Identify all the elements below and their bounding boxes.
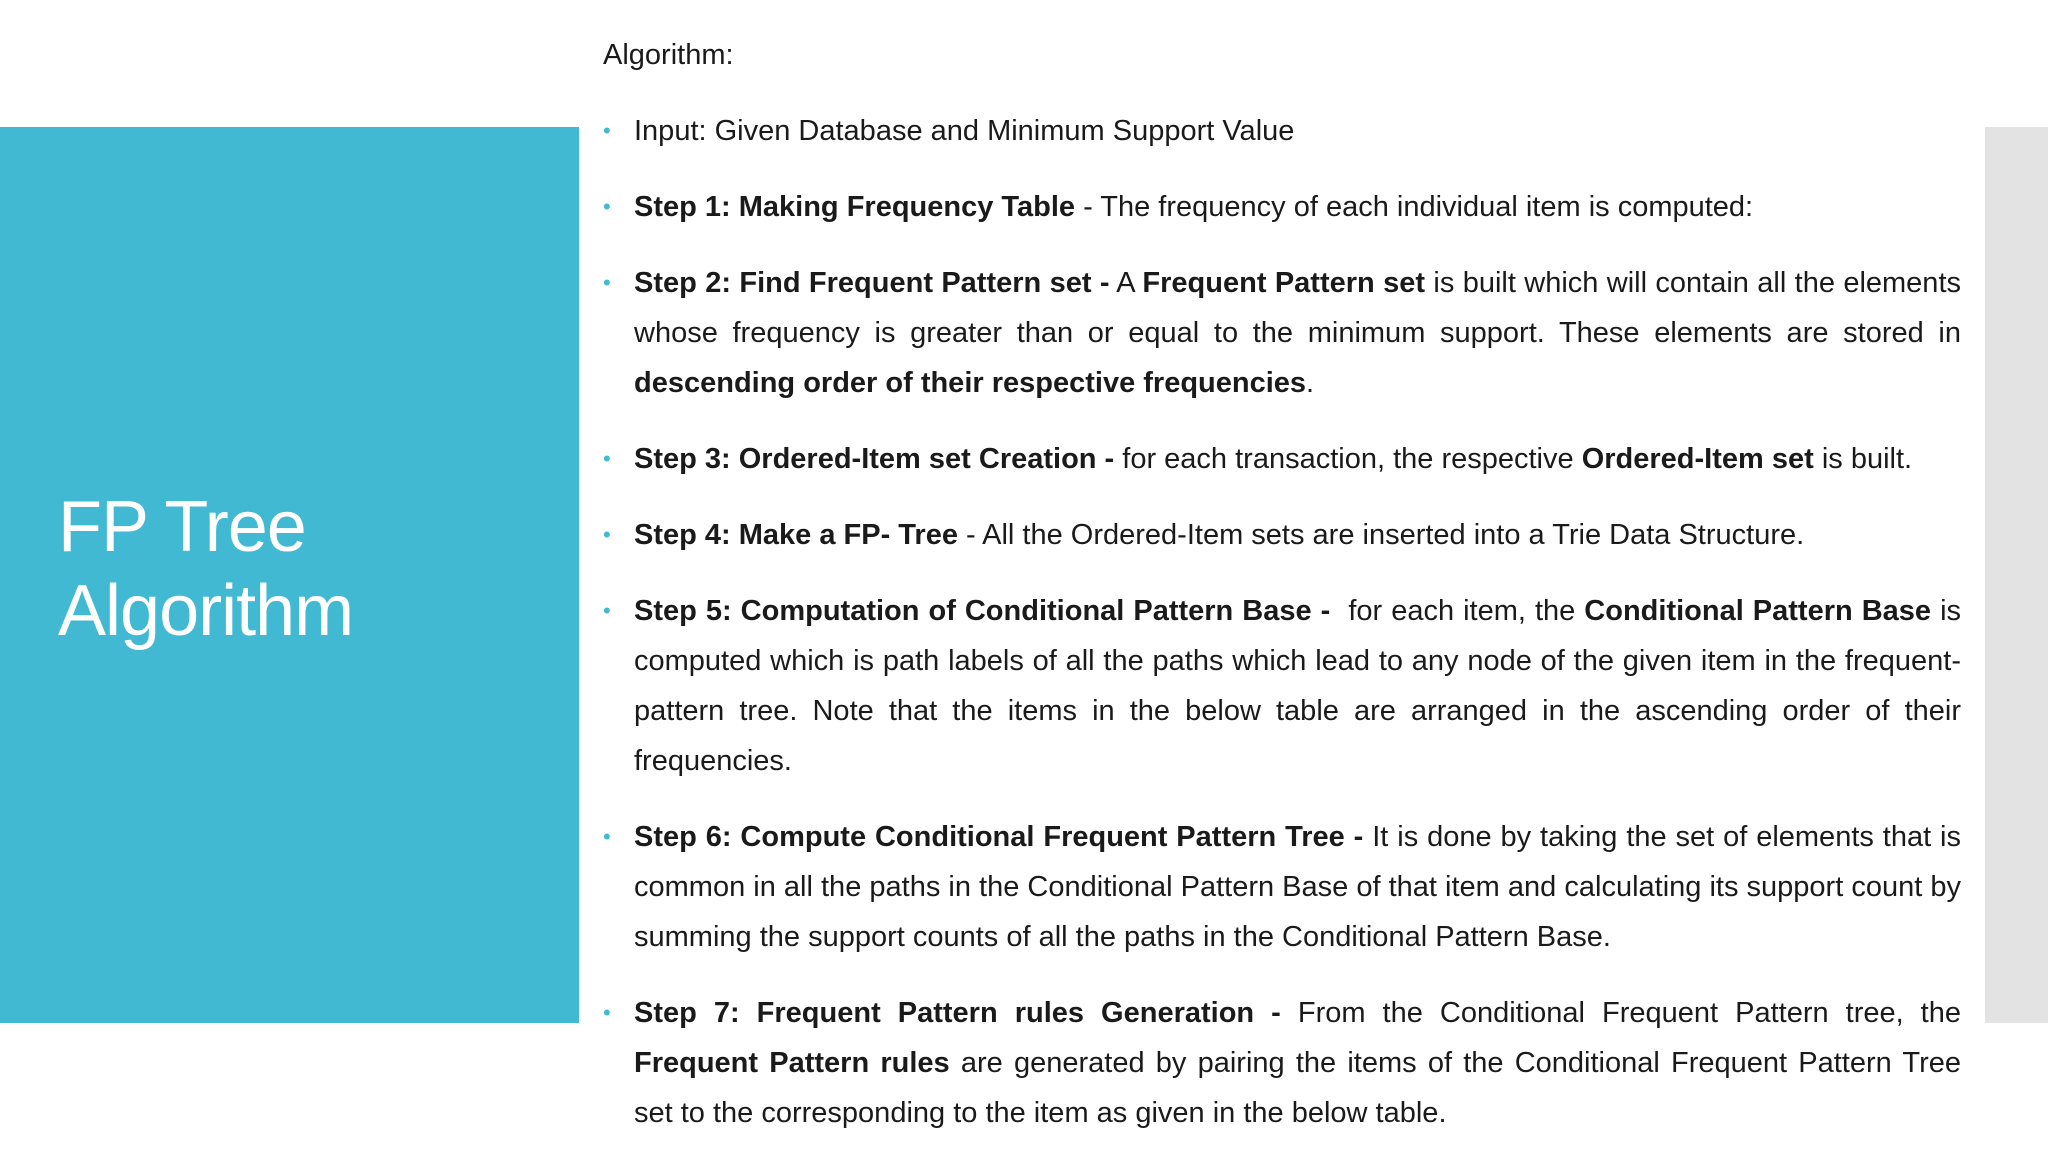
list-item-step3 <box>603 434 1961 484</box>
bullet-icon: • <box>603 194 611 219</box>
bullet-icon: • <box>603 446 611 471</box>
step3-bold-b: Ordered-Item set <box>1581 443 1814 475</box>
step5-text-a: for each item, the <box>1330 595 1585 627</box>
step2-label: Step 2: Find Frequent Pattern set - <box>634 267 1110 299</box>
slide-title-line1: FP Tree <box>58 487 306 567</box>
steps-list <box>603 106 1961 1138</box>
step4-text: - All the Ordered-Item sets are inserted into a Trie Data Structure. <box>957 519 1805 551</box>
bullet-icon: • <box>603 522 611 547</box>
step2-text-c: . <box>1306 367 1315 399</box>
step2-bold-b: Frequent Pattern set <box>1142 267 1426 299</box>
slide-content <box>603 30 1961 1164</box>
right-decorative-bar <box>1985 127 2048 1023</box>
step7-text-a: From the Conditional Frequent Pattern tree, the <box>1280 997 1962 1029</box>
bullet-icon: • <box>603 270 611 295</box>
step2-text-b: is built which will contain all the elements whose frequency is greater than or equal to the minimum support. These elements are stored in <box>634 267 1961 349</box>
step7-bold-b: Frequent Pattern rules <box>634 1047 950 1079</box>
input-text: Input: Given Database and Minimum Support Value <box>634 115 1295 147</box>
step1-label: Step 1: Making Frequency Table <box>634 191 1076 223</box>
bullet-icon: • <box>603 118 611 143</box>
slide-title-line2: Algorithm <box>58 571 354 651</box>
bullet-icon: • <box>603 598 611 623</box>
list-item-step7 <box>603 988 1961 1138</box>
step4-label: Step 4: Make a FP- Tree <box>634 519 958 551</box>
list-item-step4 <box>603 510 1961 560</box>
step2-bold-c: descending order of their respective frequencies <box>634 367 1307 399</box>
list-item-step1 <box>603 182 1961 232</box>
step6-label: Step 6: Compute Conditional Frequent Pattern Tree - <box>634 821 1364 853</box>
list-item-step5 <box>603 586 1961 786</box>
step1-text: - The frequency of each individual item is computed: <box>1075 191 1754 223</box>
step5-bold-b: Conditional Pattern Base <box>1584 595 1932 627</box>
slide-title <box>58 485 558 653</box>
step3-text-a: for each transaction, the respective <box>1114 443 1582 475</box>
step6-text: It is done by taking the set of elements that is common in all the paths in the Conditional Pattern Base of that item and calculating its support count by summing the support counts of all the paths in the Conditional Pattern Base. <box>634 821 1961 953</box>
step3-text-b: is built. <box>1813 443 1913 475</box>
step5-label: Step 5: Computation of Conditional Pattern Base - <box>634 595 1331 627</box>
step5-text-b: is computed which is path labels of all the paths which lead to any node of the given item in the frequent-pattern tree. Note that the items in the below table are arranged in the ascending order of their frequencies. <box>634 595 1962 777</box>
bullet-icon: • <box>603 824 611 849</box>
list-item-step2 <box>603 258 1961 408</box>
list-item-input <box>603 106 1961 156</box>
step3-label: Step 3: Ordered-Item set Creation - <box>634 443 1115 475</box>
list-item-step6 <box>603 812 1961 962</box>
step7-label: Step 7: Frequent Pattern rules Generation - <box>634 997 1281 1029</box>
algorithm-heading: Algorithm: <box>603 39 734 71</box>
bullet-icon: • <box>603 1000 611 1025</box>
step7-text-b: are generated by pairing the items of the Conditional Frequent Pattern Tree set to the corresponding to the item as given in the below table. <box>634 1047 1961 1129</box>
step2-text-a: A <box>1109 267 1143 299</box>
